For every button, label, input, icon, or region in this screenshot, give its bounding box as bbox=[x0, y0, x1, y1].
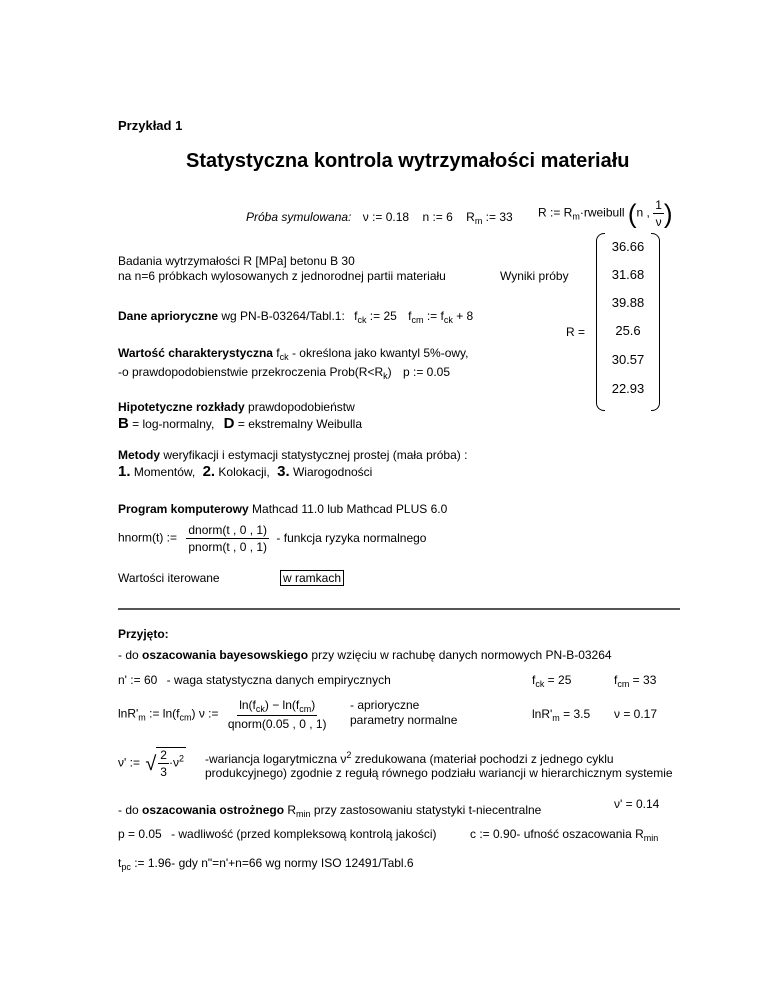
hypo-heading-line: Hipotetyczne rozkłady prawdopodobieństw bbox=[118, 400, 355, 414]
characteristic-line-2: -o prawdopodobienstwie przekroczenia $Prob(R<R_k)$ p := 0.05 bbox=[118, 365, 451, 381]
r-equals: R = bbox=[566, 325, 586, 339]
prior-data-row: Dane aprioryczne wg PN-B-03264/Tabl.1: $f_{ck}$ := 25 $f_{cm}$ := $f_{ck} + 8$ bbox=[118, 309, 474, 325]
hypo-list: B = log-normalny, D = ekstremalny Weibulla bbox=[118, 415, 363, 432]
fcm-definition: $f_{cm}$ := $f_{ck} + 8$ bbox=[408, 309, 474, 325]
iter-box: w ramkach bbox=[280, 570, 344, 586]
lnr-value: $\ln R'_m = 3.5$ bbox=[532, 707, 591, 723]
p-row: p = 0.05 - wadliwość (przed kompleksową kontrolą jakości) bbox=[118, 827, 437, 841]
r-definition: R := $R_m\cdot rweibull$ (n , $\frac{1}{\nu}$ ) bbox=[538, 198, 673, 229]
methods-list: 1. Momentów, 2. Kolokacji, 3. Wiarogodności bbox=[118, 463, 373, 480]
bayes-line: - do oszacowania bayesowskiego przy wzięciu w rachubę danych normowych PN-B-03264 bbox=[118, 648, 612, 662]
tpc-row: $t_{pc}$ := 1.96- gdy n"=n'+n=66 wg normy ISO 12491/Tabl.6 bbox=[118, 856, 414, 872]
methods-heading-line: Metody weryfikacji i estymacji statystycznej prostej (mała próba) : bbox=[118, 448, 468, 462]
fcm-value: $f_{cm} = 33$ bbox=[614, 673, 657, 689]
rm-definition: $R_m$ := 33 bbox=[466, 210, 513, 226]
nuprime-value: ν' = 0.14 bbox=[614, 797, 660, 811]
divider bbox=[118, 608, 680, 610]
hnorm-definition: hnorm(t) := $\frac{\text{dnorm(t , 0 , 1)}}{\text{pnorm(t , 0 , 1)}}$ - funkcja ryzyka normalnego bbox=[118, 523, 427, 554]
fck-definition: $f_{ck}$ := 25 bbox=[354, 309, 397, 325]
simulation-label: Próba symulowana: bbox=[246, 210, 352, 224]
page-title: Statystyczna kontrola wytrzymałości materiału bbox=[186, 150, 630, 172]
nprime-row: n' := 60 - waga statystyczna danych empirycznych bbox=[118, 673, 391, 687]
characteristic-line-1: Wartość charakterystyczna $f_{ck}$ - określona jako kwantyl 5%-owy, bbox=[118, 346, 469, 362]
nu-desc-2: parametry normalne bbox=[350, 713, 458, 727]
result-value: 39.88 bbox=[611, 295, 645, 310]
nu-desc-1: - aprioryczne bbox=[350, 698, 420, 712]
prior-heading: Dane aprioryczne bbox=[118, 309, 219, 323]
fck-value: $f_{ck} = 25$ bbox=[532, 673, 572, 689]
result-value: 30.57 bbox=[611, 352, 645, 367]
nuprime-definition: ν' := √ $\frac{2}{3}$ $\cdot\nu^2$ bbox=[118, 748, 184, 779]
result-value: 36.66 bbox=[611, 239, 645, 254]
c-row: c := 0.90- ufność oszacowania $R_{min}$ bbox=[470, 827, 659, 843]
nu-value: ν = 0.17 bbox=[614, 707, 658, 721]
lnr-nu-definition: $\ln R'_m$ := $\ln(f_{cm})$ ν := $\frac{\ln(f_{ck}) - \ln(f_{cm})}{\text{qnorm(0.05 , 0 , 1)}}$ bbox=[118, 698, 327, 731]
n-definition: n := 6 bbox=[422, 210, 453, 224]
result-value: 22.93 bbox=[611, 381, 645, 396]
program-line: Program komputerowy Mathcad 11.0 lub Mathcad PLUS 6.0 bbox=[118, 502, 448, 516]
nu-definition: ν := 0.18 bbox=[362, 210, 410, 224]
simulation-row bbox=[246, 210, 513, 226]
results-matrix bbox=[596, 233, 660, 409]
intro-line-1: Badania wytrzymałości R [MPa] betonu B 30 bbox=[118, 254, 355, 268]
cautious-line: - do oszacowania ostrożnego $R_{min}$ przy zastosowaniu statystyki t-niecentralne bbox=[118, 803, 542, 819]
intro-line-2: na n=6 próbkach wylosowanych z jednorodnej partii materiału bbox=[118, 269, 446, 283]
nuprime-desc-2: produkcyjnego) zgodnie z regułą równego podziału wariancji w hierarchicznym systemie bbox=[205, 766, 673, 780]
results-label: Wyniki próby bbox=[500, 269, 569, 283]
p-definition: p := 0.05 bbox=[402, 365, 451, 379]
nuprime-desc-1: -wariancja logarytmiczna $\nu^2$ zredukowana (materiał pochodzi z jednego cyklu bbox=[205, 750, 614, 766]
result-value: 31.68 bbox=[611, 267, 645, 282]
example-label: Przykład 1 bbox=[118, 118, 183, 133]
accepted-heading: Przyjęto: bbox=[118, 627, 169, 641]
result-value: 25.6 bbox=[615, 323, 641, 338]
iter-label: Wartości iterowane bbox=[118, 571, 220, 585]
